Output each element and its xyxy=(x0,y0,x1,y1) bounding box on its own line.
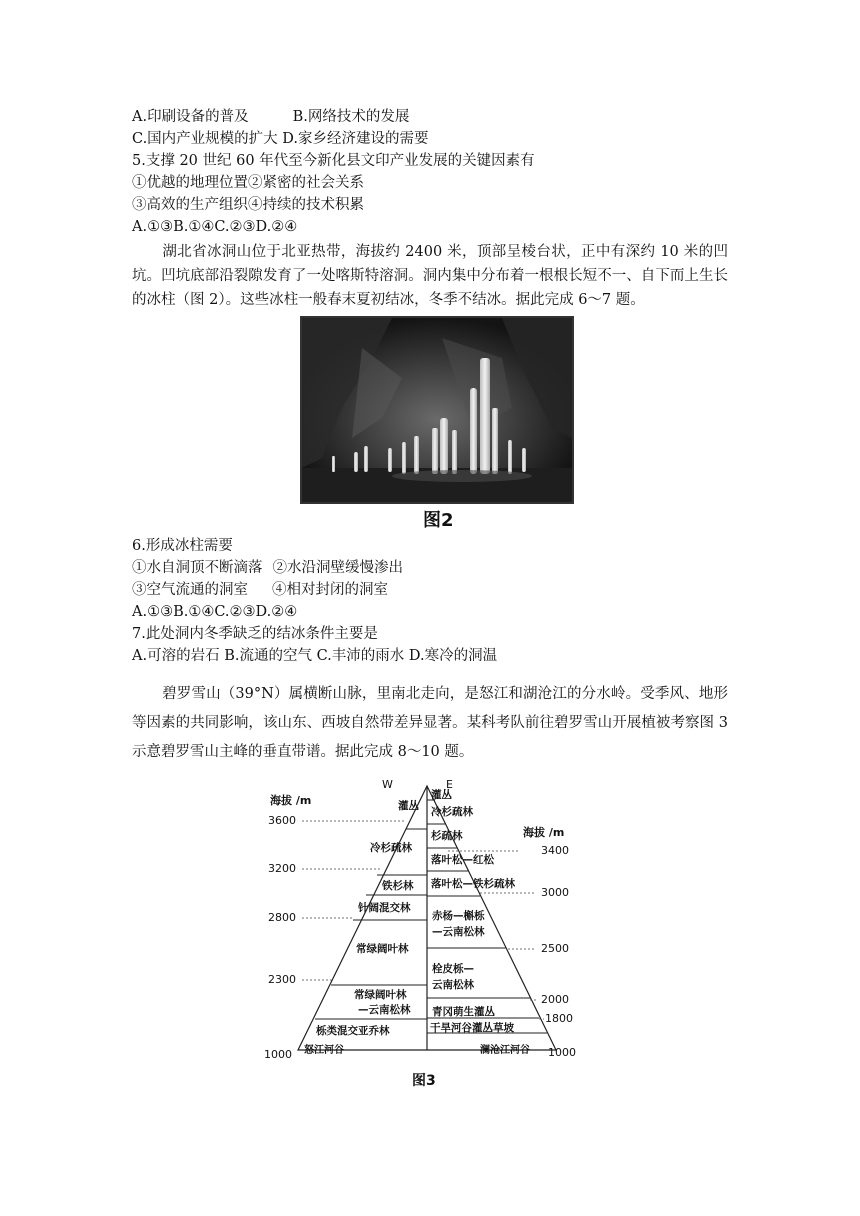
q7-stem: 7.此处洞内冬季缺乏的结冰条件主要是 xyxy=(132,626,378,642)
diagram-labels xyxy=(258,778,578,1060)
east-belt-oak-coppice: 青冈萌生灌丛 xyxy=(432,1006,495,1018)
left-tick-3600: 3600 xyxy=(268,814,296,827)
figure-2-caption: 图2 xyxy=(423,510,454,531)
east-belt-fir-open-forest: 冷杉疏林 xyxy=(431,806,473,818)
q6-item-4: ④相对封闭的洞室 xyxy=(272,582,388,598)
right-tick-1800: 1800 xyxy=(545,1012,573,1025)
q6-item-2: ②水沿洞壁缓慢渗出 xyxy=(272,560,403,576)
nujiang-valley: 怒江河谷 xyxy=(304,1045,344,1056)
q4-option-line-1 xyxy=(132,106,409,128)
q5-stem: 5.支撑 20 世纪 60 年代至今新化县文印产业发展的关键因素有 xyxy=(132,153,535,169)
direction-east: E xyxy=(446,778,453,791)
q4-option-b: B.网络技术的发展 xyxy=(292,109,410,125)
east-belt-dry-valley-grass: 干旱河谷灌丛草坡 xyxy=(430,1022,514,1034)
passage-ice-cave-text: 湖北省冰洞山位于北亚热带，海拔约 2400 米，顶部呈棱台状，正中有深约 10 米的凹坑。凹坑底部沿裂隙发育了一处喀斯特溶洞。洞内集中分布着一根根长短不一、自下而上生长的冰柱（图 2）。这些冰柱一般春末夏初结冰，冬季不结冰。据此完成 6～7 题。 xyxy=(132,244,728,308)
east-belt-cork-yunnan-pine: 云南松林 xyxy=(432,979,474,991)
right-tick-3000: 3000 xyxy=(541,886,569,899)
east-belt-cork-oak: 栓皮栎— xyxy=(432,963,474,975)
q6-stem: 6.形成冰柱需要 xyxy=(132,538,233,554)
west-belt-fir-open-forest: 冷杉疏林 xyxy=(370,842,412,854)
left-tick-1000: 1000 xyxy=(264,1048,292,1061)
q6-options: A.①③B.①④C.②③D.②④ xyxy=(132,604,298,620)
left-tick-2300: 2300 xyxy=(268,973,296,986)
lancang-valley: 澜沧江河谷 xyxy=(480,1045,530,1056)
right-tick-2000: 2000 xyxy=(541,993,569,1006)
east-belt-larch-pine: 落叶松—红松 xyxy=(431,854,494,866)
right-tick-2500: 2500 xyxy=(541,942,569,955)
q4-option-line-2: C.国内产业规模的扩大 D.家乡经济建设的需要 xyxy=(132,131,429,147)
q6-items-line-1 xyxy=(132,557,403,579)
west-belt-evergreen-pine: 常绿阔叶林 xyxy=(354,989,407,1001)
passage-biluo-mountain-text: 碧罗雪山（39°N）属横断山脉，里南北走向，是怒江和湖沧江的分水岭。受季风、地形等因素的共同影响，该山东、西坡自然带差异显著。某科考队前往碧罗雪山开展植被考察图 3 示意碧罗雪山主峰的垂直带谱。据此完成 8～10 题。 xyxy=(132,686,728,760)
west-belt-mixed: 针阔混交林 xyxy=(358,902,411,914)
ice-cave-photo xyxy=(300,316,574,504)
q6-item-1: ①水自洞顶不断滴落 xyxy=(132,560,263,576)
q7-options: A.可溶的岩石 B.流通的空气 C.丰沛的雨水 D.寒冷的洞温 xyxy=(132,648,498,664)
east-belt-shrub: 灌丛 xyxy=(431,789,452,801)
right-tick-1000: 1000 xyxy=(548,1046,576,1059)
right-tick-3400: 3400 xyxy=(541,844,569,857)
east-belt-larch-hemlock: 落叶松—铁杉疏林 xyxy=(431,878,515,890)
direction-west: W xyxy=(382,778,393,791)
west-belt-shrub: 灌丛 xyxy=(398,800,419,812)
q5-options: A.①③B.①④C.②③D.②④ xyxy=(132,219,298,235)
q6-item-3: ③空气流通的洞室 xyxy=(132,582,248,598)
figure-3-caption: 图3 xyxy=(412,1073,436,1089)
west-belt-yunnan-pine: —云南松林 xyxy=(358,1004,411,1016)
q5-items-line-2: ③高效的生产组织④持续的技术积累 xyxy=(132,197,364,213)
passage-biluo-mountain xyxy=(132,680,728,767)
west-belt-hemlock: 铁杉林 xyxy=(382,880,414,892)
q5-items-line-1: ①优越的地理位置②紧密的社会关系 xyxy=(132,175,364,191)
q4-option-a: A.印刷设备的普及 xyxy=(132,109,249,125)
left-tick-3200: 3200 xyxy=(268,862,296,875)
west-belt-oak: 栎类混交亚乔林 xyxy=(316,1025,390,1037)
east-belt-alder-oak: 赤杨—槲栎 xyxy=(432,910,485,922)
q6-items-line-2 xyxy=(132,579,388,601)
ice-cave-illustration xyxy=(302,318,572,502)
west-belt-evergreen: 常绿阔叶林 xyxy=(356,943,409,955)
east-belt-alder-yunnan-pine: —云南松林 xyxy=(432,926,485,938)
east-belt-fir-sparse: 杉疏林 xyxy=(431,830,463,842)
passage-ice-cave xyxy=(132,240,728,312)
left-axis-label: 海拔 /m xyxy=(270,794,312,807)
left-tick-2800: 2800 xyxy=(268,911,296,924)
right-axis-label: 海拔 /m xyxy=(523,826,565,839)
